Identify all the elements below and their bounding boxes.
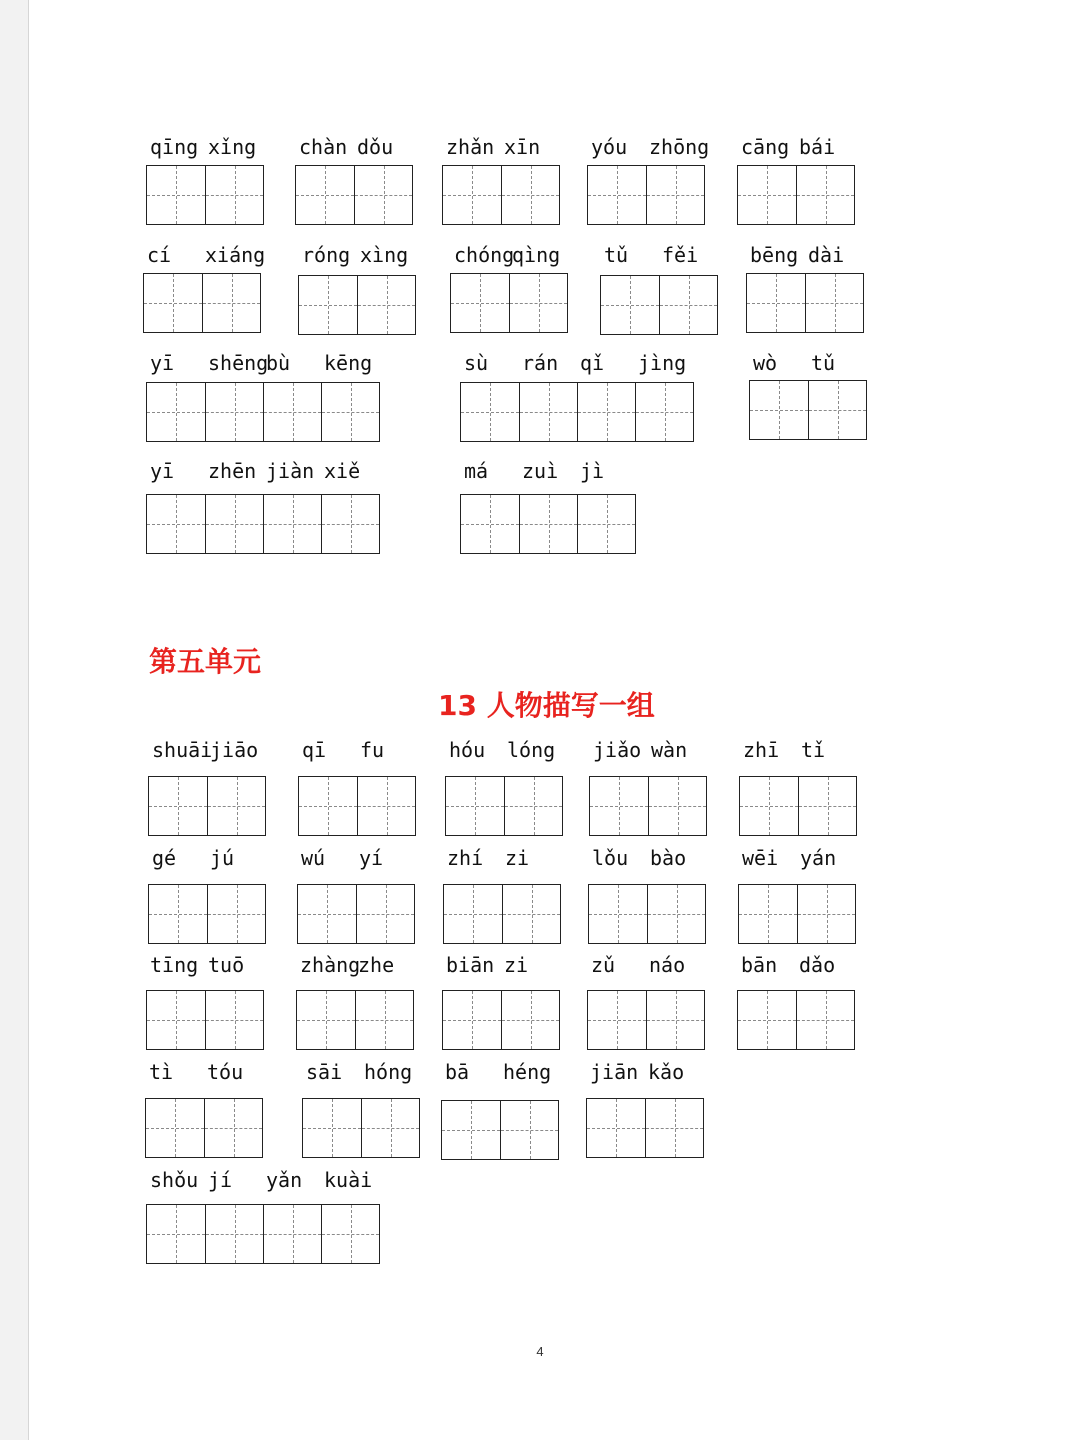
pinyin-syllable: róng (302, 243, 351, 267)
character-grid (295, 165, 413, 225)
pinyin-syllable: hóng (364, 1060, 413, 1084)
pinyin-row (586, 1060, 702, 1086)
writing-cell[interactable] (205, 991, 263, 1049)
pinyin-row (148, 738, 264, 764)
pinyin-syllable: chóng (454, 243, 515, 267)
pinyin-syllable: bā (445, 1060, 470, 1084)
pinyin-syllable: wú (301, 846, 326, 870)
pinyin-syllable: bēng (750, 243, 799, 267)
writing-cell[interactable] (738, 991, 796, 1049)
writing-cell[interactable] (740, 777, 798, 835)
pinyin-syllable: tuō (208, 953, 245, 977)
writing-cell[interactable] (796, 991, 854, 1049)
character-grid (302, 1098, 420, 1158)
pinyin-syllable: dǒu (357, 135, 394, 159)
character-grid (146, 990, 264, 1050)
character-grid (746, 273, 864, 333)
pinyin-row (443, 846, 559, 872)
pinyin-syllable: bù (266, 351, 291, 375)
writing-cell[interactable] (296, 166, 354, 224)
pinyin-syllable: wò (753, 351, 778, 375)
character-grid (146, 1204, 380, 1264)
writing-cell[interactable] (146, 1099, 204, 1157)
pinyin-syllable: dài (808, 243, 845, 267)
writing-cell[interactable] (202, 274, 260, 332)
pinyin-syllable: cāng (741, 135, 790, 159)
pinyin-row (295, 135, 411, 161)
character-grid (443, 884, 561, 944)
writing-cell[interactable] (444, 885, 502, 943)
writing-cell[interactable] (321, 495, 379, 553)
writing-cell[interactable] (357, 276, 415, 334)
pinyin-syllable: xìng (360, 243, 409, 267)
writing-cell[interactable] (298, 885, 356, 943)
writing-cell[interactable] (299, 276, 357, 334)
writing-cell[interactable] (357, 777, 415, 835)
pinyin-row (442, 953, 558, 979)
pinyin-syllable: xiáng (205, 243, 266, 267)
pinyin-syllable: jiàn (266, 459, 315, 483)
pinyin-syllable: jú (210, 846, 235, 870)
writing-cell[interactable] (500, 1101, 558, 1159)
pinyin-syllable: shǒu (150, 1168, 199, 1192)
pinyin-row (298, 243, 414, 269)
pinyin-row (146, 1168, 378, 1194)
pinyin-row (146, 351, 378, 377)
pinyin-syllable: bào (650, 846, 687, 870)
writing-cell[interactable] (144, 274, 202, 332)
writing-cell[interactable] (361, 1099, 419, 1157)
pinyin-syllable: yán (800, 846, 837, 870)
writing-cell[interactable] (646, 991, 704, 1049)
pinyin-syllable: hóu (449, 738, 486, 762)
writing-cell[interactable] (321, 1205, 379, 1263)
pinyin-syllable: fěi (662, 243, 699, 267)
pinyin-row (442, 135, 558, 161)
pinyin-syllable: zi (505, 846, 530, 870)
writing-cell[interactable] (587, 1099, 645, 1157)
writing-cell[interactable] (205, 166, 263, 224)
writing-cell[interactable] (577, 383, 635, 441)
character-grid (148, 884, 266, 944)
pinyin-syllable: zhǎn (446, 135, 495, 159)
writing-cell[interactable] (645, 1099, 703, 1157)
writing-cell[interactable] (601, 276, 659, 334)
pinyin-syllable: qīng (150, 135, 199, 159)
pinyin-syllable: tǔ (604, 243, 629, 267)
writing-cell[interactable] (588, 991, 646, 1049)
pinyin-row (587, 135, 710, 161)
pinyin-syllable: kuài (324, 1168, 373, 1192)
character-grid (442, 990, 560, 1050)
pinyin-syllable: jí (208, 1168, 233, 1192)
pinyin-syllable: yī (150, 351, 175, 375)
pinyin-syllable: zhī (743, 738, 780, 762)
pinyin-syllable: wàn (651, 738, 688, 762)
pinyin-syllable: tǐ (801, 738, 826, 762)
pinyin-syllable: bān (741, 953, 778, 977)
writing-cell[interactable] (147, 383, 205, 441)
pinyin-row (441, 1060, 557, 1086)
writing-cell[interactable] (798, 777, 856, 835)
lesson-title: 13 人物描写一组 (438, 689, 655, 722)
writing-cell[interactable] (502, 885, 560, 943)
writing-cell[interactable] (147, 1205, 205, 1263)
character-grid (589, 776, 707, 836)
pinyin-syllable: sù (464, 351, 489, 375)
writing-cell[interactable] (354, 166, 412, 224)
character-grid (143, 273, 261, 333)
writing-cell[interactable] (263, 1205, 321, 1263)
writing-cell[interactable] (750, 381, 808, 439)
writing-cell[interactable] (355, 991, 413, 1049)
pinyin-row (737, 135, 853, 161)
pinyin-row (145, 1060, 261, 1086)
writing-cell[interactable] (147, 166, 205, 224)
character-grid (296, 990, 414, 1050)
character-grid (587, 165, 705, 225)
pinyin-row (146, 953, 262, 979)
writing-cell[interactable] (356, 885, 414, 943)
writing-cell[interactable] (659, 276, 717, 334)
character-grid (737, 990, 855, 1050)
character-grid (445, 776, 563, 836)
character-grid (749, 380, 867, 440)
pinyin-syllable: zǔ (591, 953, 616, 977)
pinyin-syllable: zhàng (300, 953, 361, 977)
pinyin-syllable: tǔ (811, 351, 836, 375)
character-grid (297, 884, 415, 944)
pinyin-syllable: cí (147, 243, 172, 267)
character-grid (145, 1098, 263, 1158)
pinyin-syllable: qǐ (580, 351, 605, 375)
pinyin-syllable: tì (149, 1060, 174, 1084)
writing-cell[interactable] (588, 166, 646, 224)
writing-cell[interactable] (646, 166, 704, 224)
writing-cell[interactable] (299, 777, 357, 835)
character-grid (586, 1098, 704, 1158)
writing-cell[interactable] (590, 777, 648, 835)
pinyin-syllable: héng (503, 1060, 552, 1084)
character-grid (146, 165, 264, 225)
writing-cell[interactable] (504, 777, 562, 835)
writing-cell[interactable] (149, 777, 207, 835)
writing-cell[interactable] (577, 495, 635, 553)
writing-cell[interactable] (501, 166, 559, 224)
pinyin-row (600, 243, 716, 269)
unit-title: 第五单元 (149, 645, 262, 678)
pinyin-syllable: biān (446, 953, 495, 977)
pinyin-syllable: zuì (522, 459, 559, 483)
pinyin-syllable: lǒu (592, 846, 629, 870)
writing-cell[interactable] (443, 166, 501, 224)
pinyin-row (749, 351, 865, 377)
pinyin-row (297, 846, 413, 872)
character-grid (441, 1100, 559, 1160)
pinyin-row (298, 738, 414, 764)
writing-cell[interactable] (519, 495, 577, 553)
character-grid (298, 275, 416, 335)
writing-cell[interactable] (647, 885, 705, 943)
pinyin-syllable: zi (504, 953, 529, 977)
pinyin-row (737, 953, 853, 979)
pinyin-row (146, 459, 378, 485)
writing-cell[interactable] (204, 1099, 262, 1157)
character-grid (146, 494, 380, 554)
writing-cell[interactable] (589, 885, 647, 943)
character-grid (739, 776, 857, 836)
pinyin-syllable: xǐng (208, 135, 257, 159)
pinyin-syllable: wēi (742, 846, 779, 870)
writing-cell[interactable] (796, 166, 854, 224)
pinyin-row (739, 738, 855, 764)
pinyin-syllable: shuāi (152, 738, 213, 762)
pinyin-syllable: bái (799, 135, 836, 159)
pinyin-syllable: yí (359, 846, 384, 870)
writing-cell[interactable] (461, 383, 519, 441)
pinyin-syllable: kēng (324, 351, 373, 375)
pinyin-syllable: zhōng (649, 135, 710, 159)
pinyin-row (445, 738, 561, 764)
pinyin-syllable: jìng (638, 351, 687, 375)
pinyin-syllable: kǎo (648, 1060, 685, 1084)
writing-cell[interactable] (149, 885, 207, 943)
pinyin-syllable: jiān (590, 1060, 639, 1084)
pinyin-syllable: náo (649, 953, 686, 977)
pinyin-syllable: sāi (306, 1060, 343, 1084)
character-grid (738, 884, 856, 944)
character-grid (587, 990, 705, 1050)
writing-cell[interactable] (747, 274, 805, 332)
pinyin-row (588, 846, 704, 872)
writing-cell[interactable] (207, 777, 265, 835)
writing-cell[interactable] (207, 885, 265, 943)
writing-cell[interactable] (739, 885, 797, 943)
character-grid (298, 776, 416, 836)
character-grid (460, 494, 636, 554)
character-grid (148, 776, 266, 836)
pinyin-row (302, 1060, 418, 1086)
writing-cell[interactable] (461, 495, 519, 553)
pinyin-syllable: yī (150, 459, 175, 483)
pinyin-syllable: qī (302, 738, 327, 762)
pinyin-syllable: tīng (150, 953, 199, 977)
writing-cell[interactable] (808, 381, 866, 439)
writing-cell[interactable] (738, 166, 796, 224)
character-grid (737, 165, 855, 225)
pinyin-row (460, 459, 634, 485)
pinyin-syllable: shēng (208, 351, 269, 375)
writing-cell[interactable] (205, 383, 263, 441)
character-grid (450, 273, 568, 333)
pinyin-syllable: fu (360, 738, 385, 762)
pinyin-syllable: chàn (299, 135, 348, 159)
pinyin-syllable: xiě (324, 459, 361, 483)
writing-cell[interactable] (263, 383, 321, 441)
writing-cell[interactable] (147, 495, 205, 553)
writing-cell[interactable] (519, 383, 577, 441)
pinyin-row (146, 135, 262, 161)
pinyin-syllable: jiāo (210, 738, 259, 762)
pinyin-row (148, 846, 264, 872)
writing-cell[interactable] (205, 495, 263, 553)
character-grid (442, 165, 560, 225)
pinyin-syllable: zhēn (208, 459, 257, 483)
writing-cell[interactable] (451, 274, 509, 332)
pinyin-syllable: zhí (447, 846, 484, 870)
pinyin-row (589, 738, 705, 764)
pinyin-syllable: tóu (207, 1060, 244, 1084)
pinyin-syllable: jì (580, 459, 605, 483)
pinyin-syllable: zhe (358, 953, 395, 977)
pinyin-row (460, 351, 692, 377)
writing-cell[interactable] (205, 1205, 263, 1263)
pinyin-row (450, 243, 566, 269)
character-grid (588, 884, 706, 944)
writing-cell[interactable] (501, 991, 559, 1049)
writing-cell[interactable] (446, 777, 504, 835)
character-grid (600, 275, 718, 335)
writing-cell[interactable] (443, 991, 501, 1049)
writing-cell[interactable] (635, 383, 693, 441)
pinyin-syllable: jiǎo (593, 738, 642, 762)
pinyin-row (296, 953, 412, 979)
writing-cell[interactable] (509, 274, 567, 332)
pinyin-syllable: má (464, 459, 489, 483)
pinyin-syllable: yǎn (266, 1168, 303, 1192)
writing-cell[interactable] (263, 495, 321, 553)
pinyin-syllable: yóu (591, 135, 628, 159)
writing-cell[interactable] (321, 383, 379, 441)
page-number: 4 (536, 1344, 544, 1359)
pinyin-syllable: dǎo (799, 953, 836, 977)
character-grid (146, 382, 380, 442)
pinyin-row (587, 953, 703, 979)
writing-cell[interactable] (442, 1101, 500, 1159)
writing-cell[interactable] (303, 1099, 361, 1157)
pinyin-syllable: gé (152, 846, 177, 870)
writing-cell[interactable] (147, 991, 205, 1049)
writing-cell[interactable] (805, 274, 863, 332)
character-grid (460, 382, 694, 442)
writing-cell[interactable] (297, 991, 355, 1049)
pinyin-syllable: xīn (504, 135, 541, 159)
pinyin-syllable: rán (522, 351, 559, 375)
pinyin-row (746, 243, 862, 269)
pinyin-syllable: lóng (507, 738, 556, 762)
pinyin-row (738, 846, 854, 872)
pinyin-row (143, 243, 266, 269)
pinyin-syllable: qìng (512, 243, 561, 267)
writing-cell[interactable] (797, 885, 855, 943)
writing-cell[interactable] (648, 777, 706, 835)
